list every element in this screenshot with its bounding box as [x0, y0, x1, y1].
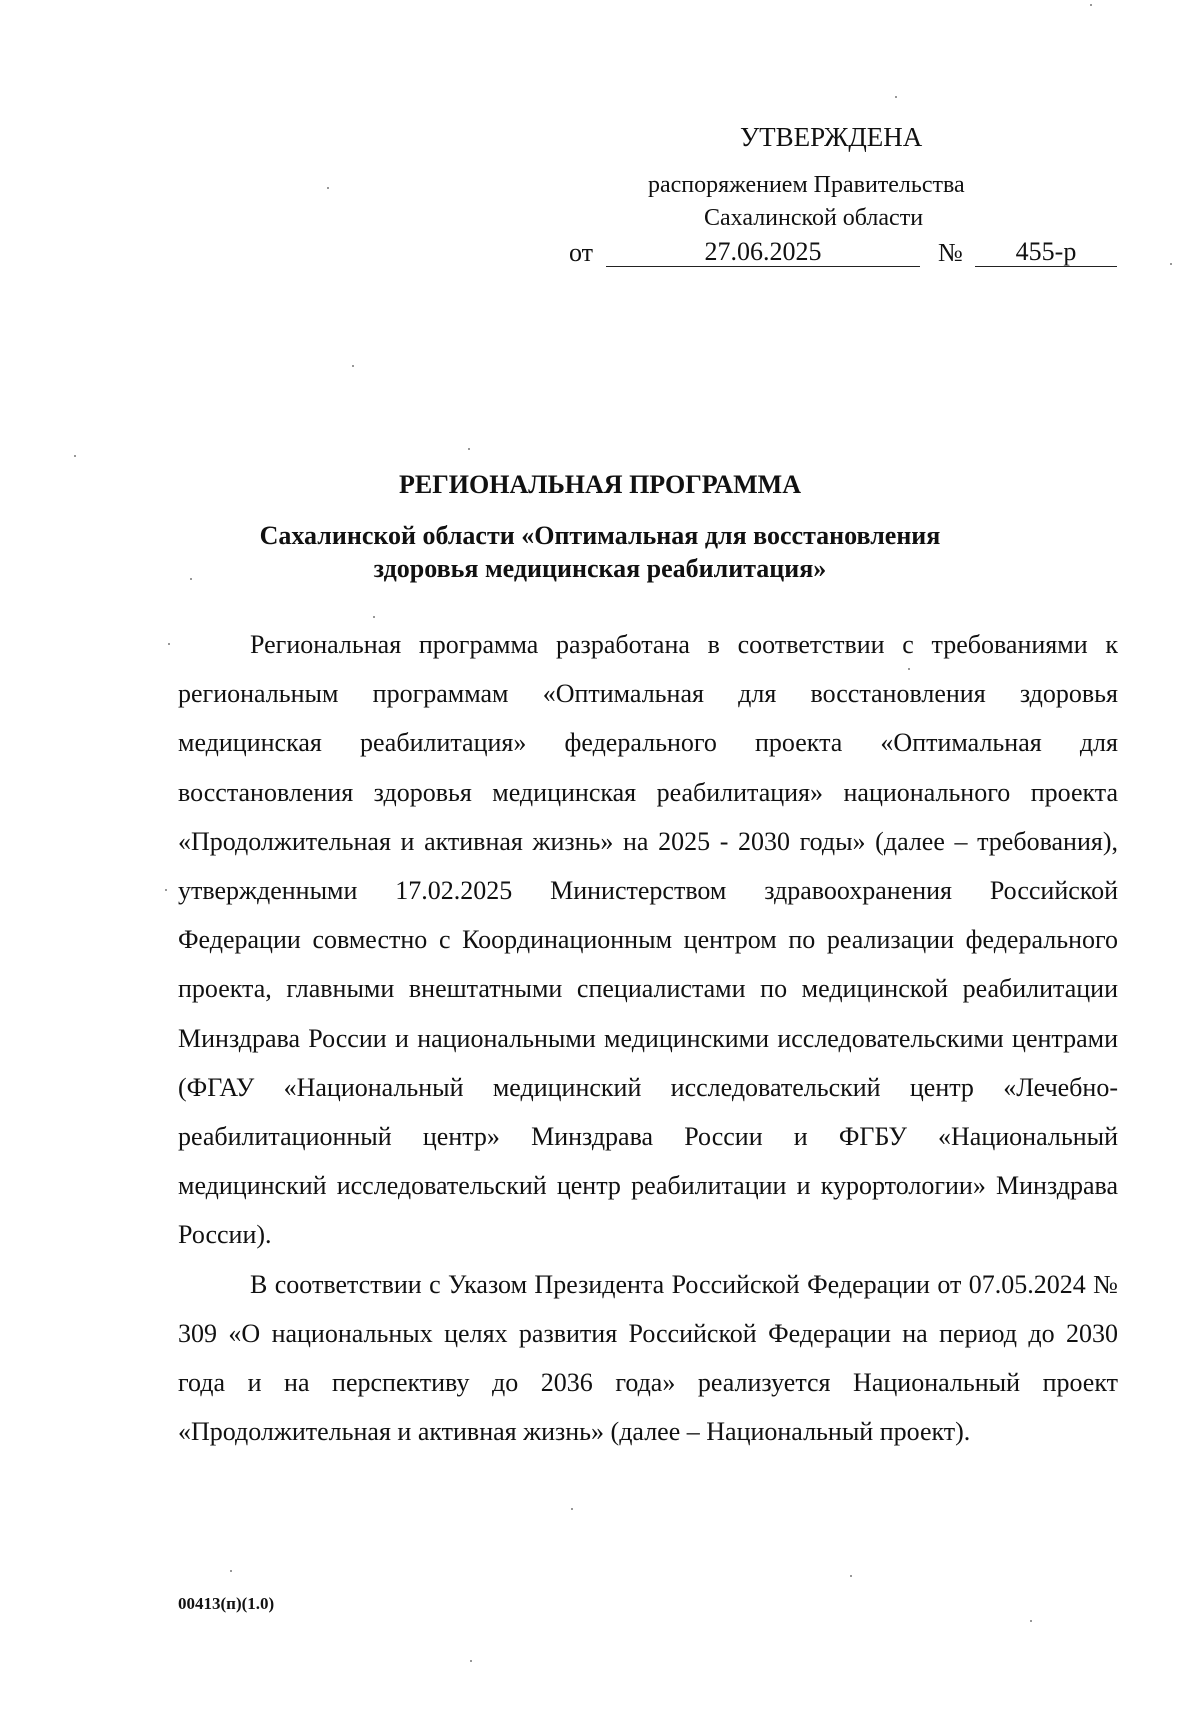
scan-speck — [895, 96, 897, 98]
body-paragraph-2: В соответствии с Указом Президента Российской Федерации от 07.05.2024 № 309 «О национальных целях развития Российской Федерации на период до 2030 года и на перспективу до 2036 года» реализуется Национальный проект «Продолжительная и активная жизнь» (далее – Национальный проект). — [178, 1269, 1118, 1447]
scan-speck — [352, 365, 354, 367]
body-paragraph-1: Региональная программа разработана в соответствии с требованиями к региональным программам «Оптимальная для восстановления здоровья медицинская реабилитация» федерального проекта «Оптимальная для восстановления здоровья медицинская реабилитация» национального проекта «Продолжительная и активная жизнь» на 2025 - 2030 годы» (далее – требования), утвержденными 17.02.2025 Министерством здравоохранения Российской Федерации совместно с Координационным центром по реализации федерального проекта, главными внештатными специалистами по медицинской реабилитации Минздрава России и национальными медицинскими исследовательскими центрами (ФГАУ «Национальный медицинский исследовательский центр «Лечебно-реабилитационный центр» Минздрава России и ФГБУ «Национальный медицинский исследовательский центр реабилитации и курортологии» Минздрава России). — [178, 630, 1118, 1250]
scan-speck — [470, 1660, 472, 1662]
approval-number-value: 455-р — [1015, 237, 1077, 266]
scan-speck — [1030, 1620, 1032, 1622]
approval-date-field — [606, 237, 920, 267]
approval-date-value: 27.06.2025 — [704, 237, 822, 266]
scan-speck — [373, 616, 375, 618]
document-title: РЕГИОНАЛЬНАЯ ПРОГРАММА — [399, 470, 801, 499]
scan-speck — [230, 1570, 232, 1572]
scan-speck — [1170, 263, 1172, 265]
scan-speck — [850, 1575, 852, 1577]
body-text — [178, 620, 1118, 1456]
scan-speck — [74, 455, 76, 457]
scan-speck — [1090, 4, 1092, 6]
scan-speck — [908, 668, 910, 670]
approval-number-sign: № — [938, 238, 963, 267]
document-subtitle-line2: здоровья медицинская реабилитация» — [373, 554, 827, 583]
approval-region-line: Сахалинской области — [704, 205, 924, 231]
scan-speck — [327, 187, 329, 189]
approval-authority-line: распоряжением Правительства — [648, 172, 965, 198]
document-subtitle-line1: Сахалинской области «Оптимальная для восстановления — [259, 521, 941, 550]
approval-number-field — [975, 237, 1117, 267]
approval-date-prefix: от — [569, 238, 594, 267]
scan-speck — [165, 889, 167, 891]
approval-heading: УТВЕРЖДЕНА — [740, 122, 923, 152]
scan-speck — [468, 448, 470, 450]
form-code: 00413(п)(1.0) — [178, 1594, 275, 1613]
scan-speck — [190, 578, 192, 580]
scan-speck — [571, 1508, 573, 1510]
scan-speck — [168, 643, 170, 645]
